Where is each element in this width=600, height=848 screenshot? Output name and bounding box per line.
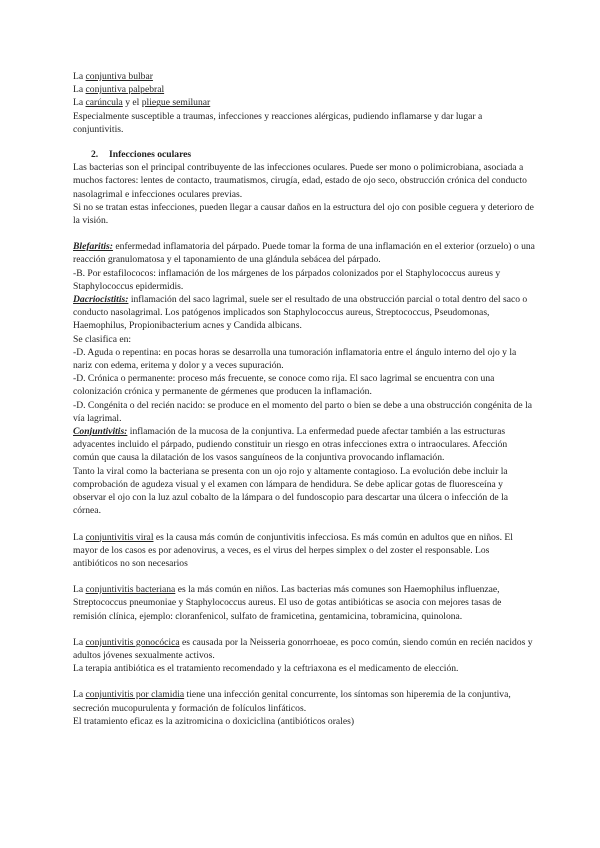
- dacriocistitis-clasificacion: Se clasifica en:: [73, 333, 132, 345]
- spacer: [73, 570, 535, 583]
- section-title: Infecciones oculares: [109, 149, 192, 161]
- dacriocistitis-congenita: -D. Congénita o del recién nacido: se produce en el momento del parto o bien se debe a una obstrucción congénita de la vía lagrimal.: [73, 399, 533, 424]
- spacer: [73, 518, 535, 531]
- term-dacriocistitis: Dacriocistitis:: [73, 294, 129, 306]
- intro-paragraph: Especialmente susceptible a traumas, infecciones y reacciones alérgicas, pudiendo inflamarse y dar lugar a conjuntivitis.: [73, 110, 483, 135]
- spacer: [73, 675, 535, 688]
- term-conjuntiva-bulbar: conjuntiva bulbar: [85, 71, 153, 82]
- clamidia-paragraph-2: El tratamiento eficaz es la azitromicina o doxiciclina (antibióticos orales): [73, 715, 355, 727]
- bacteriana-paragraph: La conjuntivitis bacteriana es la más común en niños. Las bacterias más comunes son Haemophilus influenzae, Streptococcus pneumoniae y Staphylococcus aureus. El uso de gotas antibióticas se asocia con mejores tasas de remisión clínica, ejemplo: cloranfenicol, sulfato de framicetina, gentamicina, tobramicina, quinolona.: [73, 584, 502, 622]
- term-conjuntiva-palpebral: conjuntiva palpebral: [85, 84, 165, 96]
- dacriocistitis-aguda: -D. Aguda o repentina: en pocas horas se desarrolla una tumoración inflamatoria entre el ángulo interno del ojo y la nariz con edema, eritema y dolor y a veces supuración.: [73, 346, 517, 372]
- viral-paragraph: La conjuntivitis viral es la causa más común de conjuntivitis infecciosa. Es más común en adultos que en niños. El mayor de los casos es por adenovirus, a veces, es el virus del herpes simplex o del zoster el responsable. Los antibióticos no son necesarios: [73, 531, 513, 569]
- blefaritis-estafilococos: -B. Por estafilococos: inflamación de los márgenes de los párpados colonizados por el Staphylococcus aureus y Staphylococcus epidermidis.: [73, 267, 501, 292]
- section-paragraph-1: Las bacterias son el principal contribuyente de las infecciones oculares. Puede ser mono o polimicrobiana, asociada a muchos factores: lentes de contacto, traumatismos, cirugía, edad, estado de ojo seco, obstrucción crónica del conducto nasolagrimal e infecciones oculares previas.: [73, 162, 527, 200]
- term-conjuntivitis-clamidia: conjuntivitis por clamidia: [85, 689, 185, 701]
- term-conjuntivitis-bacteriana: conjuntivitis bacteriana: [85, 584, 176, 596]
- spacer: [73, 623, 535, 636]
- term-blefaritis: Blefaritis:: [73, 241, 113, 253]
- conjuntivitis-paragraph: Conjuntivitis: inflamación de la mucosa de la conjuntiva. La enfermedad puede afectar también a las estructuras adyacentes incluido el párpado, pudiendo constituir un riesgo en otras infecciones extra o intraoculares. Afección común que causa la dilatación de los vasos sanguíneos de la conjuntiva provocando inflamación.: [73, 426, 508, 464]
- term-conjuntivitis-gonococica: conjuntivitis gonocócica: [85, 636, 180, 648]
- document-page: [73, 70, 535, 728]
- spacer: [73, 227, 535, 240]
- term-caruncula: carúncula: [85, 97, 123, 109]
- intro-line-caruncula: La carúncula y el pliegue semilunar: [73, 97, 211, 109]
- section-heading: [73, 148, 535, 161]
- term-conjuntivitis: Conjuntivitis:: [73, 426, 128, 438]
- gonococica-paragraph-2: La terapia antibiótica es el tratamiento recomendado y la ceftriaxona es el medicamento de elección.: [73, 663, 459, 675]
- clamidia-paragraph: La conjuntivitis por clamidia tiene una infección genital concurrente, los síntomas son hiperemia de la conjuntiva, secreción mucopurulenta y formación de folículos linfáticos.: [73, 689, 511, 714]
- dacriocistitis-paragraph: Dacriocistitis: inflamación del saco lagrimal, suele ser el resultado de una obstrucción parcial o total dentro del saco o conducto nasolagrimal. Los patógenos implicados son Staphylococcus aureus, Streptococcus, Pseudomonas, Haemophilus, Propionibacterium acnes y Candida albicans.: [73, 294, 528, 332]
- dacriocistitis-cronica: -D. Crónica o permanente: proceso más frecuente, se conoce como rija. El saco lagrimal se encuentra con una colonización crónica y permanente de gérmenes que producen la inflamación.: [73, 373, 495, 398]
- intro-line-palpebral: La conjuntiva palpebral: [73, 84, 165, 96]
- section-number: 2.: [91, 149, 99, 161]
- section-paragraph-2: Si no se tratan estas infecciones, pueden llegar a causar daños en la estructura del ojo con posible ceguera y deterioro de la visión.: [73, 201, 534, 227]
- conjuntivitis-paragraph-2: Tanto la viral como la bacteriana se presenta con un ojo rojo y altamente contagioso. La evolución debe incluir la comprobación de agudeza visual y el examen con lámpara de hendidura. Se debe aplicar gotas de fluoresceína y observar el ojo con la luz azul cobalto de la lámpara o del fundoscopio para descartar una úlcera o infección de la córnea.: [73, 465, 508, 517]
- blefaritis-paragraph: Blefaritis: enfermedad inflamatoria del párpado. Puede tomar la forma de una inflamación en el exterior (orzuelo) o una reacción granulomatosa y el taponamiento de una glándula sebácea del párpado.: [73, 241, 535, 266]
- term-pliegue-semilunar: pliegue semilunar: [141, 97, 211, 109]
- intro-line-bulbar: La conjuntiva bulbar: [73, 71, 153, 82]
- term-conjuntivitis-viral: conjuntivitis viral: [85, 531, 154, 543]
- gonococica-paragraph: La conjuntivitis gonocócica es causada por la Neisseria gonorrhoeae, es poco común, siendo común en recién nacidos y adultos jóvenes sexualmente activos.: [73, 636, 533, 661]
